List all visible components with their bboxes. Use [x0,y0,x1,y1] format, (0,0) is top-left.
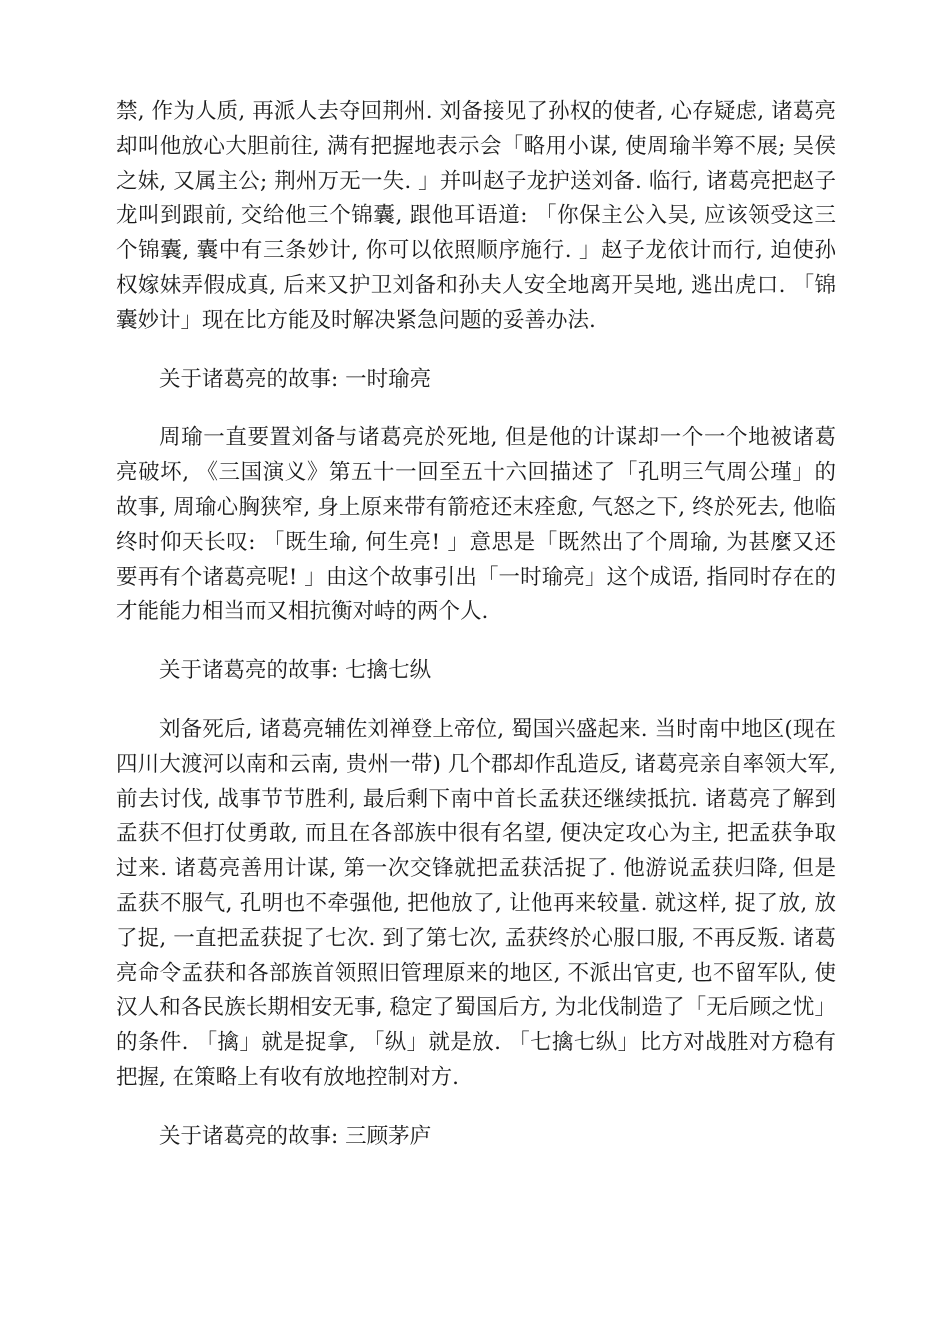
section-heading-qiqin-qizong: 关于诸葛亮的故事: 七擒七纵 [159,658,432,684]
paragraph-jinnang: 禁, 作为人质, 再派人去夺回荆州. 刘备接见了孙权的使者, 心存疑虑, 诸葛亮却叫他放心大胆前往, 满有把握地表示会「略用小谋, 使周瑜半筹不展; 吴侯之妹, 又属主公; 荆州万无一失. 」并叫赵子龙护送刘备. 临行, 诸葛亮把赵子龙叫到跟前, 交给他三个锦囊, 跟他耳语道: 「你保主公入吴, 应该领受这三个锦囊, 囊中有三条妙计, 你可以依照顺序施行. 」赵子龙依计而行, 迫使孙权嫁妹弄假成真, 后来又护卫刘备和孙夫人安全地离开吴地, 逃出虎口. 「锦囊妙计」现在比方能及时解决紧急问题的妥善办法. [116,99,836,333]
document-body [116,95,836,1155]
paragraph-yishi-yuliang: 周瑜一直要置刘备与诸葛亮於死地, 但是他的计谋却一个一个地被诸葛亮破坏, 《三国演义》第五十一回至五十六回描述了「孔明三气周公瑾」的故事, 周瑜心胸狭窄, 身上原来带有箭疮还末痊愈, 气怒之下, 终於死去, 他临终时仰天长叹: 「既生瑜, 何生亮! 」意思是「既然出了个周瑜, 为甚麼又还要再有个诸葛亮呢! 」由这个故事引出「一时瑜亮」这个成语, 指同时存在的才能能力相当而又相抗衡对峙的两个人. [116,425,836,625]
section-heading-sangu-maolu: 关于诸葛亮的故事: 三顾茅庐 [159,1123,432,1149]
section-heading-yishi-yuliang: 关于诸葛亮的故事: 一时瑜亮 [159,366,432,392]
paragraph-qiqin-qizong: 刘备死后, 诸葛亮辅佐刘禅登上帝位, 蜀国兴盛起来. 当时南中地区(现在四川大渡河以南和云南, 贵州一带) 几个郡却作乱造反, 诸葛亮亲自率领大军, 前去讨伐, 战事节节胜利, 最后剩下南中首长孟获还继续抵抗. 诸葛亮了解到孟获不但打仗勇敢, 而且在各部族中很有名望, 便决定攻心为主, 把孟获争取过来. 诸葛亮善用计谋, 第一次交锋就把孟获活捉了. 他游说孟获归降, 但是孟获不服气, 孔明也不牵强他, 把他放了, 让他再来较量. 就这样, 捉了放, 放了捉, 一直把孟获捉了七次. 到了第七次, 孟获终於心服口服, 不再反叛. 诸葛亮命令孟获和各部族首领照旧管理原来的地区, 不派出官吏, 也不留军队, 使汉人和各民族长期相安无事, 稳定了蜀国后方, 为北伐制造了「无后顾之忧」的条件. 「擒」就是捉拿, 「纵」就是放. 「七擒七纵」比方对战胜对方稳有把握, 在策略上有收有放地控制对方. [116,716,836,1090]
